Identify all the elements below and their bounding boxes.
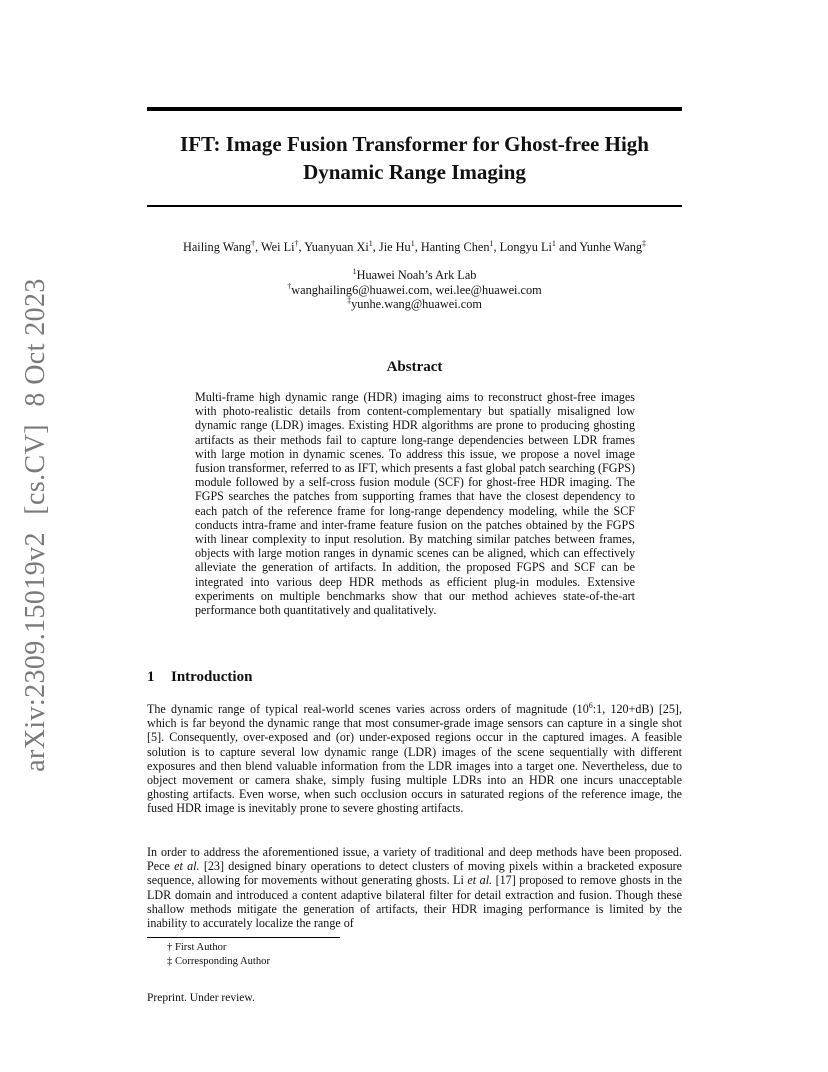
footnote-rule [147,937,340,938]
paragraph-text: [23] designed binary operations to detect clusters of moving pixels within a bracketed exposure sequence, allowing for movements without generating ghosts. Li [147,859,683,888]
paragraph-text: The dynamic range of typical real-world scenes varies across orders of magnitude (10 [147,702,589,716]
author-mark: 1 [551,238,556,248]
title-top-rule [147,107,682,111]
paper-title [147,130,682,186]
author-mark: 1 [489,238,494,248]
footnote-mark: † [167,942,173,953]
author-separator: , [255,240,262,254]
author-mark: † [251,238,256,248]
affiliation-email[interactable]: wanghailing6@huawei.com, wei.lee@huawei.com [291,282,542,297]
footnote [167,941,270,955]
paragraph-text: :1, 120+dB) [25], which is far beyond the dynamic range that most consumer-grade image sensors can capture in a single shot [5]. Consequently, over-exposed and (or) under-exposed regions occur in the captured images. A feasible solution is to capture several low dynamic range (LDR) images of the scene sequentially with different exposures and then blend valuable information from the LDR images into a target one. Nevertheless, due to object movement or camera shake, simply fusing multiple LDRs into an HDR one incurs unacceptable ghosting artifacts. Even worse, when such occlusion occurs in saturated regions of the reference image, the fused HDR image is inevitably prone to severe ghosting artifacts. [147,702,682,816]
author-list [120,239,709,255]
author: Yuanyuan Xi [304,240,369,254]
author-separator: , [414,240,421,254]
author: Yunhe Wang [579,240,643,254]
footnote-mark: ‡ [167,955,173,967]
affiliation-line [147,283,682,298]
preprint-note: Preprint. Under review. [147,992,255,1004]
et-al: et al. [174,859,200,874]
arxiv-date: 8 Oct 2023 [20,278,51,407]
affiliation-mark: † [287,281,292,291]
arxiv-id: arXiv:2309.15019v2 [20,532,51,772]
author-and: and [555,240,580,254]
affiliation-line [147,268,682,283]
author: Jie Hu [378,240,411,254]
paragraph-text: [17] proposed to remove ghosts in the LDR domain and introduced a content adaptive bilateral filter for detail extraction and fusion. Though these shallow methods mitigate the generation of artifacts, their HDR imaging performance is limited by the inability to accurately localize the range of [147,873,682,931]
section-title: Introduction [171,669,253,685]
abstract-heading: Abstract [386,359,443,375]
affiliation-line [147,297,682,312]
affiliation-email[interactable]: yunhe.wang@huawei.com [351,297,482,311]
arxiv-side-stamp [20,268,52,772]
author-mark: ‡ [642,238,647,248]
intro-paragraph-2 [147,845,682,930]
author-separator: , [372,240,379,254]
affiliation-mark: ‡ [347,295,352,305]
author-mark: 1 [368,238,373,248]
author-mark: 1 [410,238,415,248]
arxiv-category: [cs.CV] [20,424,51,515]
footnote-text: Corresponding Author [174,955,270,967]
footnote [167,955,270,969]
affiliations [147,268,682,312]
author-separator: , [493,240,500,254]
title-line-1: IFT: Image Fusion Transformer for Ghost-free High [180,132,649,156]
affiliation-text: Huawei Noah’s Ark Lab [356,268,477,282]
section-number: 1 [147,669,155,685]
author: Wei Li [261,240,295,254]
author-mark: † [294,238,299,248]
section-heading [147,668,252,686]
affiliation-mark: 1 [352,266,357,276]
title-line-2: Dynamic Range Imaging [303,160,526,184]
author-separator: , [298,240,305,254]
et-al: et al. [467,873,493,888]
title-bottom-rule [147,205,682,207]
exponent: 6 [588,700,593,710]
author: Hanting Chen [420,240,490,254]
footnotes [167,941,270,968]
footnote-text: First Author [174,942,227,953]
paragraph-text: In order to address the aforementioned issue, a variety of traditional and deep methods have been proposed. Pece [147,845,682,874]
abstract-text: Multi-frame high dynamic range (HDR) imaging aims to reconstruct ghost-free images with photo-realistic details from content-complementary but spatially misaligned low dynamic range (LDR) images. Existing HDR algorithms are prone to producing ghosting artifacts as their methods fail to capture long-range dependencies between LDR frames with large motion in dynamic scenes. To address this issue, we propose a novel image fusion transformer, referred to as IFT, which presents a fast global patch searching (FGPS) module followed by a self-cross fusion module (SCF) for ghost-free HDR imaging. The FGPS searches the patches from supporting frames that have the closest dependency to each patch of the reference frame for long-range dependency modeling, while the SCF conducts intra-frame and inter-frame feature fusion on the patches obtained by the FGPS with linear complexity to input resolution. By matching similar patches between frames, objects with large motion ranges in dynamic scenes can be aligned, which can effectively alleviate the generation of artifacts. In addition, the proposed FGPS and SCF can be integrated into various deep HDR methods as efficient plug-in modules. Extensive experiments on multiple benchmarks show that our method achieves state-of-the-art performance both quantitatively and qualitatively. [195,390,635,618]
intro-paragraph-1 [147,702,682,816]
author: Hailing Wang [182,240,252,254]
author: Longyu Li [499,240,552,254]
